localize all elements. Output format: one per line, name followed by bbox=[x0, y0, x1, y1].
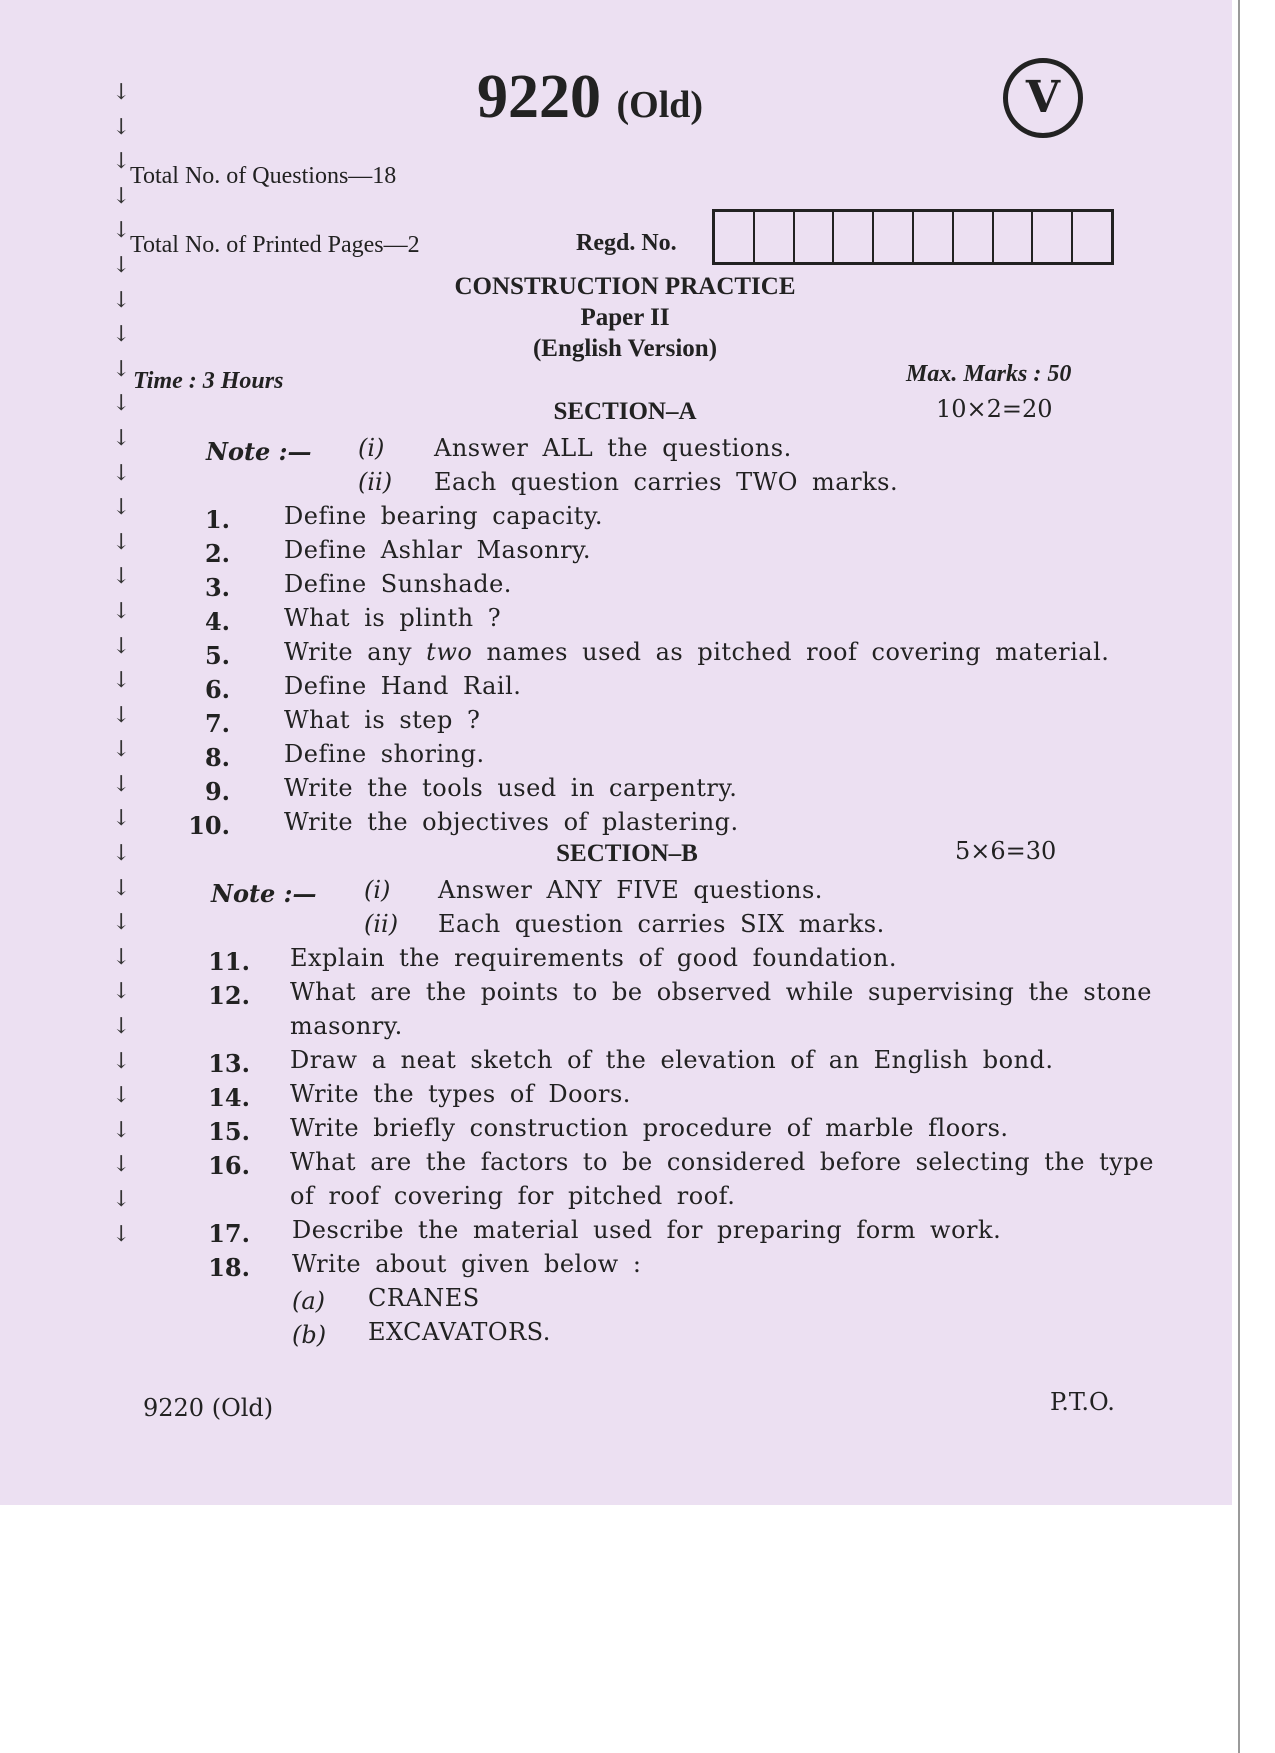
question-number: 13. bbox=[208, 1049, 250, 1078]
down-arrow-icon: ↓ bbox=[112, 1221, 131, 1247]
down-arrow-icon: ↓ bbox=[112, 287, 131, 313]
question-text: Write the objectives of plastering. bbox=[284, 808, 739, 836]
note-text: Each question carries TWO marks. bbox=[434, 468, 899, 496]
down-arrow-icon: ↓ bbox=[112, 322, 131, 348]
down-arrow-icon: ↓ bbox=[112, 771, 131, 797]
question-text-part: names used as pitched roof covering material. bbox=[472, 638, 1110, 666]
regd-cell bbox=[994, 212, 1034, 262]
question-number: 1. bbox=[204, 505, 230, 534]
paper-code-suffix: (Old) bbox=[616, 84, 704, 126]
question-text: What is step ? bbox=[284, 706, 481, 734]
sub-item-text: CRANES bbox=[368, 1284, 480, 1312]
down-arrow-icon: ↓ bbox=[112, 1187, 131, 1212]
question-text: Draw a neat sketch of the elevation of an English bond. bbox=[290, 1046, 1054, 1074]
question-number: 12. bbox=[208, 981, 250, 1010]
section-a-heading: SECTION–A bbox=[553, 398, 697, 425]
version-label: (English Version) bbox=[532, 335, 718, 362]
paper-code: 9220 bbox=[477, 63, 601, 131]
question-text: What are the factors to be considered before selecting the type bbox=[290, 1148, 1154, 1176]
down-arrow-icon: ↓ bbox=[112, 495, 131, 521]
regd-cell bbox=[1033, 212, 1073, 262]
question-number: 11. bbox=[208, 947, 250, 976]
down-arrow-icon: ↓ bbox=[112, 702, 131, 728]
down-arrow-icon: ↓ bbox=[112, 1014, 131, 1040]
down-arrow-icon: ↓ bbox=[112, 979, 131, 1005]
note-text: Each question carries SIX marks. bbox=[438, 910, 885, 938]
note-text: Answer ALL the questions. bbox=[434, 434, 792, 462]
question-text: What are the points to be observed while supervising the stone bbox=[290, 978, 1152, 1006]
sub-item-label: (a) bbox=[292, 1287, 326, 1315]
footer-pto: P.T.O. bbox=[1050, 1388, 1115, 1416]
question-text: Write the tools used in carpentry. bbox=[284, 774, 738, 802]
time-allowed: Time : 3 Hours bbox=[133, 368, 284, 394]
total-questions: Total No. of Questions—18 bbox=[130, 163, 397, 189]
section-b-note-label: Note :— bbox=[211, 879, 317, 908]
down-arrow-icon: ↓ bbox=[112, 875, 131, 901]
regd-cell bbox=[954, 212, 994, 262]
regd-label: Regd. No. bbox=[576, 230, 677, 256]
question-number: 6. bbox=[204, 675, 230, 704]
question-text: Define Ashlar Masonry. bbox=[284, 536, 592, 564]
down-arrow-icon: ↓ bbox=[112, 149, 131, 175]
question-number: 2. bbox=[204, 539, 230, 568]
question-text: What is plinth ? bbox=[284, 604, 502, 632]
down-arrow-icon: ↓ bbox=[112, 841, 131, 867]
down-arrow-icon: ↓ bbox=[112, 668, 131, 694]
question-number: 4. bbox=[204, 607, 230, 636]
note-num: (i) bbox=[358, 434, 385, 462]
down-arrow-icon: ↓ bbox=[112, 425, 131, 451]
down-arrow-icon: ↓ bbox=[112, 80, 131, 105]
question-number: 18. bbox=[208, 1253, 250, 1282]
max-marks: Max. Marks : 50 bbox=[906, 361, 1072, 387]
down-arrow-icon: ↓ bbox=[112, 598, 131, 624]
down-arrow-icon: ↓ bbox=[112, 1083, 131, 1109]
question-text-part: Write any bbox=[284, 638, 427, 666]
version-badge: V bbox=[1003, 58, 1083, 138]
down-arrow-icon: ↓ bbox=[112, 460, 131, 486]
regd-cell bbox=[755, 212, 795, 262]
down-arrow-icon: ↓ bbox=[112, 1152, 131, 1178]
question-number: 16. bbox=[208, 1151, 250, 1180]
down-arrow-icon: ↓ bbox=[112, 183, 131, 209]
question-text-continued: masonry. bbox=[290, 1012, 403, 1040]
question-text-continued: of roof covering for pitched roof. bbox=[290, 1182, 736, 1210]
section-b-marks: 5×6=30 bbox=[955, 837, 1057, 865]
question-text: Write about given below : bbox=[292, 1250, 642, 1278]
section-a-marks: 10×2=20 bbox=[936, 395, 1053, 423]
question-text: Define shoring. bbox=[284, 740, 485, 768]
regd-cell bbox=[914, 212, 954, 262]
question-text: Explain the requirements of good foundation. bbox=[290, 944, 897, 972]
section-a-note-label: Note :— bbox=[206, 437, 312, 466]
page-edge-line bbox=[1238, 0, 1240, 1753]
question-number: 5. bbox=[204, 641, 230, 670]
regd-cell bbox=[715, 212, 755, 262]
down-arrow-icon: ↓ bbox=[112, 529, 131, 555]
question-number: 3. bbox=[204, 573, 230, 602]
down-arrow-icon: ↓ bbox=[112, 218, 131, 244]
question-text-emphasis: two bbox=[426, 638, 473, 666]
down-arrow-icon: ↓ bbox=[112, 633, 131, 659]
question-number: 14. bbox=[208, 1083, 250, 1112]
down-arrow-icon: ↓ bbox=[112, 737, 131, 763]
question-text: Describe the material used for preparing form work. bbox=[292, 1216, 1002, 1244]
note-text: Answer ANY FIVE questions. bbox=[438, 876, 823, 904]
question-number: 8. bbox=[204, 743, 230, 772]
down-arrow-icon: ↓ bbox=[112, 1048, 131, 1074]
question-number: 7. bbox=[204, 709, 230, 738]
question-text: Define Hand Rail. bbox=[284, 672, 522, 700]
down-arrow-icon: ↓ bbox=[112, 391, 131, 417]
question-number: 10. bbox=[188, 811, 230, 840]
question-text bbox=[284, 638, 1109, 666]
note-num: (ii) bbox=[364, 910, 399, 938]
down-arrow-icon: ↓ bbox=[112, 944, 131, 970]
sub-item-label: (b) bbox=[292, 1321, 327, 1349]
regd-cell bbox=[834, 212, 874, 262]
question-number: 17. bbox=[208, 1219, 250, 1248]
regd-cell bbox=[874, 212, 914, 262]
sub-item-text: EXCAVATORS. bbox=[368, 1318, 551, 1346]
down-arrow-icon: ↓ bbox=[112, 1117, 131, 1143]
down-arrow-icon: ↓ bbox=[112, 564, 131, 590]
question-number: 15. bbox=[208, 1117, 250, 1146]
down-arrow-icon: ↓ bbox=[112, 806, 131, 832]
paper-number: Paper II bbox=[580, 304, 670, 331]
down-arrow-icon: ↓ bbox=[112, 252, 131, 278]
note-num: (ii) bbox=[358, 468, 393, 496]
subject-title: CONSTRUCTION PRACTICE bbox=[454, 273, 796, 300]
question-text: Write the types of Doors. bbox=[290, 1080, 631, 1108]
question-text: Write briefly construction procedure of marble floors. bbox=[290, 1114, 1009, 1142]
regd-cell bbox=[1073, 212, 1111, 262]
section-b-heading: SECTION–B bbox=[556, 840, 698, 867]
regd-number-boxes bbox=[712, 209, 1114, 265]
question-text: Define bearing capacity. bbox=[284, 502, 603, 530]
note-num: (i) bbox=[364, 876, 391, 904]
down-arrow-icon: ↓ bbox=[112, 910, 131, 936]
down-arrow-icon: ↓ bbox=[112, 356, 131, 382]
total-pages: Total No. of Printed Pages—2 bbox=[130, 232, 420, 258]
footer-paper-code: 9220 (Old) bbox=[143, 1394, 274, 1422]
question-number: 9. bbox=[204, 777, 230, 806]
question-text: Define Sunshade. bbox=[284, 570, 512, 598]
bleed-through-decoration bbox=[512, 150, 792, 210]
paper-code-title bbox=[477, 62, 703, 133]
down-arrow-icon: ↓ bbox=[112, 114, 131, 140]
regd-cell bbox=[795, 212, 835, 262]
